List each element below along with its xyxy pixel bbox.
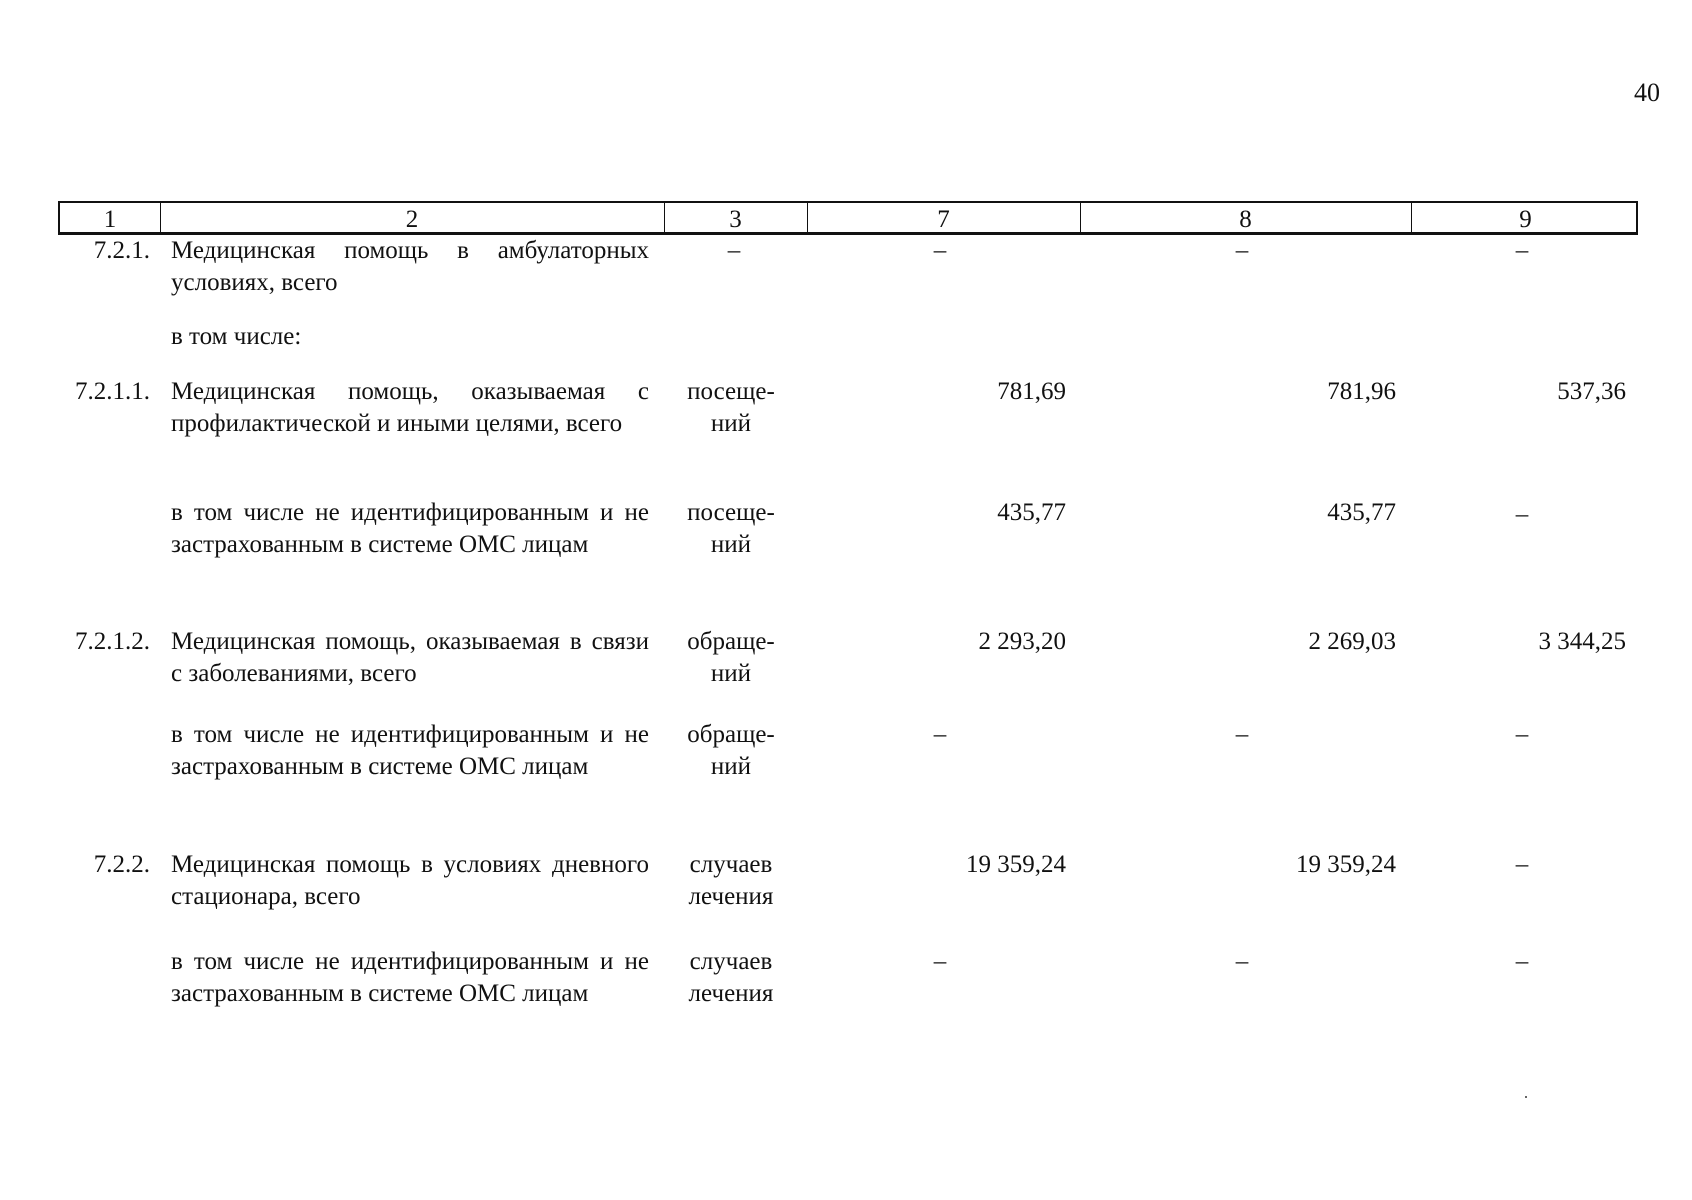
row-value-col9: – [1515, 851, 1529, 878]
row-number: 7.2.1.1. [75, 378, 150, 405]
row-unit: – [727, 237, 741, 264]
header-col-1: 1 [103, 206, 117, 233]
header-col-9: 9 [1519, 206, 1532, 233]
header-col-7: 7 [937, 206, 950, 233]
row-value-col8: 435,77 [1327, 499, 1396, 526]
row-value-col9: 3 344,25 [1538, 628, 1626, 655]
row-value-col7: 19 359,24 [966, 851, 1066, 878]
row-description: в том числе не идентифицированным и не застрахованным в системе ОМС лицам [171, 948, 649, 1007]
row-value-col7: – [933, 721, 947, 748]
header-col-2: 2 [405, 206, 419, 233]
row-value-col9: – [1515, 237, 1529, 264]
row-number: 7.2.1.2. [75, 628, 150, 655]
row-value-col8: – [1235, 948, 1249, 975]
row-description: в том числе не идентифицированным и не застрахованным в системе ОМС лицам [171, 721, 649, 780]
row-unit: посеще- ний [687, 378, 775, 437]
row-description: Медицинская помощь в амбулаторных условиях, всего [171, 237, 649, 296]
row-value-col7: – [933, 948, 947, 975]
row-description: в том числе: [171, 323, 302, 350]
header-col-3: 3 [729, 206, 742, 233]
row-number: 7.2.2. [93, 851, 150, 878]
header-col-8: 8 [1239, 206, 1252, 233]
row-value-col7: 2 293,20 [978, 628, 1066, 655]
row-value-col8: 19 359,24 [1296, 851, 1396, 878]
row-unit: случаев лечения [688, 948, 774, 1007]
table-header [58, 201, 1638, 235]
row-description: Медицинская помощь в условиях дневного стационара, всего [171, 851, 649, 910]
row-value-col9: – [1515, 501, 1529, 528]
row-description: Медицинская помощь, оказываемая в связи с заболеваниями, всего [171, 628, 649, 687]
row-value-col8: – [1235, 721, 1249, 748]
row-value-col7: – [933, 237, 947, 264]
row-value-col9: – [1515, 721, 1529, 748]
row-value-col8: 781,96 [1327, 378, 1396, 405]
row-unit: обраще- ний [687, 721, 775, 780]
row-value-col7: 435,77 [997, 499, 1066, 526]
row-unit: посеще- ний [687, 499, 775, 558]
row-value-col8: 2 269,03 [1308, 628, 1396, 655]
row-value-col9: 537,36 [1557, 378, 1626, 405]
row-value-col7: 781,69 [997, 378, 1066, 405]
row-unit: обраще- ний [687, 628, 775, 687]
row-value-col8: – [1235, 237, 1249, 264]
row-number: 7.2.1. [93, 237, 150, 264]
row-description: Медицинская помощь, оказываемая с профилактической и иными целями, всего [171, 378, 649, 437]
row-unit: случаев лечения [688, 851, 774, 910]
scan-speck [1525, 1096, 1527, 1098]
page-number: 40 [1634, 78, 1660, 107]
row-value-col9: – [1515, 948, 1529, 975]
row-description: в том числе не идентифицированным и не застрахованным в системе ОМС лицам [171, 499, 649, 558]
